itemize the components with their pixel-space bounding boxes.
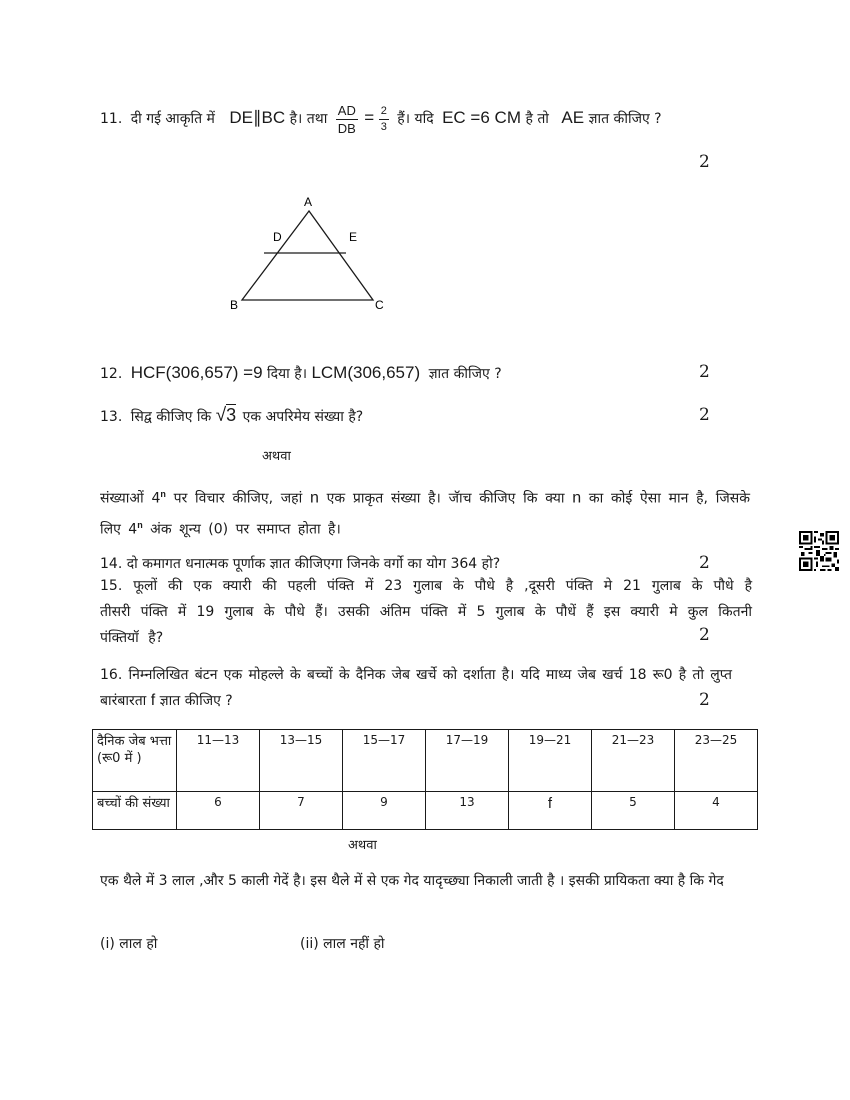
- table-cell-count: 7: [260, 792, 343, 830]
- table-cell-interval: 17—19: [426, 730, 509, 792]
- table-cell-interval: 21—23: [592, 730, 675, 792]
- q11-fraction-ad-db: [336, 104, 358, 135]
- q13-alternative-text: [100, 481, 750, 542]
- q12-text-1: दिया है।: [267, 366, 307, 382]
- q13-or: अथवा: [262, 449, 291, 464]
- q11-number: 11.: [100, 111, 123, 127]
- q13-alt-line1-c: एक प्राकृत संख्या है। जॅाच कीजिए कि क्या: [326, 490, 565, 507]
- q11-text-3: हैं। यदि: [397, 111, 434, 127]
- q11-fraction-3: 3: [380, 120, 387, 133]
- table-row: [93, 792, 758, 830]
- q11-fraction-db: DB: [337, 120, 356, 136]
- table-cell-count: 9: [343, 792, 426, 830]
- q11-marks: 2: [699, 152, 710, 172]
- q11-line: [100, 103, 662, 135]
- table-row: [93, 730, 758, 792]
- label-b: B: [230, 298, 239, 312]
- q12-number: 12.: [100, 366, 123, 382]
- table-header-children-count: बच्चों की संख्या: [93, 792, 177, 830]
- q11-equals: =: [364, 108, 375, 127]
- label-c: C: [375, 298, 384, 312]
- q11-ae: AE: [561, 108, 585, 127]
- q13-number: 13.: [100, 409, 123, 425]
- frequency-table: [92, 729, 758, 830]
- q11-de-parallel-bc: DE∥BC: [229, 108, 286, 127]
- table-cell-count: 4: [675, 792, 758, 830]
- triangle-figure: [220, 190, 400, 320]
- q11-text-5: ज्ञात कीजिए ?: [588, 111, 662, 127]
- q16-f: f: [150, 692, 156, 709]
- q11-fraction-two-thirds: [379, 106, 389, 133]
- q13-sqrt-symbol: √: [215, 405, 227, 426]
- q16-option-1: (i) लाल हो: [100, 936, 158, 952]
- q16-text-main: 16. निम्नलिखित बंटन एक मोहल्ले के बच्चों के दैनिक जेब खर्चे को दर्शाता है। यदि माध्य जेब खर्च 18 रू0 है तो लुप्त बारंबारता: [100, 667, 732, 709]
- q15-text: 15. फूलों की एक क्यारी की पहली पंक्ति में 23 गुलाब के पौधे है ,दूसरी पंक्ति मे 21 गुलाब के पौधे है तीसरी पंक्ति में 19 गुलाब के पौधे हैं। उसकी अंतिम पंक्ति में 5 गुलाब के पौधें हैं इस क्यारी मे कुल कितनी पंक्तियॉ है?: [100, 578, 752, 646]
- q14-marks: 2: [699, 553, 710, 573]
- q13-sqrt-value: 3: [226, 405, 237, 425]
- table-cell-interval: 13—15: [260, 730, 343, 792]
- q12-marks: 2: [699, 362, 710, 382]
- qr-code: [799, 531, 839, 571]
- table-cell-count: 6: [177, 792, 260, 830]
- q12-lcm: LCM(306,657): [311, 363, 421, 382]
- q11-text-1: दी गई आकृति में: [130, 111, 215, 127]
- table-header-pocket-money: दैनिक जेब भत्ता (रू0 में ): [93, 730, 177, 792]
- q13-alt-n-2: n: [572, 489, 582, 507]
- q11-text-2: है। तथा: [289, 111, 328, 127]
- q11-fraction-2: 2: [379, 106, 389, 120]
- q13-text-2: एक अपरिमेय संख्या है?: [242, 409, 364, 425]
- q13-alt-sup-1: n: [160, 489, 166, 499]
- q13-alt-line2-b: अंक शून्य (0) पर समाप्त होता है।: [150, 521, 341, 538]
- q16-alternative-text: एक थैले में 3 लाल ,और 5 काली गेदें है। इस थैले में से एक गेद यादृच्छ्या निकाली जाती है । इसकी प्रायिकता क्या है कि गेद: [100, 873, 724, 889]
- table-cell-count: 5: [592, 792, 675, 830]
- q11-text-4: है तो: [525, 111, 549, 127]
- table-cell-interval: 15—17: [343, 730, 426, 792]
- table-cell-count: 13: [426, 792, 509, 830]
- table-cell-interval: 19—21: [509, 730, 592, 792]
- q16-marks: 2: [699, 690, 710, 710]
- q13-marks: 2: [699, 405, 710, 425]
- q12-line: [100, 362, 502, 385]
- q16-text: [100, 662, 732, 714]
- q12-hcf: HCF(306,657) =9: [130, 363, 263, 382]
- q15-marks: 2: [699, 625, 710, 645]
- table-cell-interval: 11—13: [177, 730, 260, 792]
- q13-text-1: सिद्व कीजिए कि: [130, 409, 212, 425]
- q13-line: [100, 404, 363, 428]
- q13-alt-sup-2: n: [137, 519, 143, 530]
- q13-alt-line1-b: पर विचार कीजिए, जहां: [173, 490, 303, 507]
- q16-option-2: (ii) लाल नहीं हो: [300, 936, 385, 952]
- q16-or: अथवा: [348, 838, 377, 853]
- q12-text-2: ज्ञात कीजिए ?: [428, 366, 502, 382]
- q11-ec-value: EC =6 CM: [442, 108, 521, 127]
- label-a: A: [304, 195, 313, 209]
- triangle-abc: [242, 211, 373, 300]
- label-e: E: [349, 230, 358, 244]
- label-d: D: [273, 230, 282, 244]
- table-cell-count-missing-f: f: [509, 792, 592, 830]
- q13-alt-line1-d: का कोई ऐसा मान: [588, 490, 689, 507]
- q14-text: 14. दो कमागत धनात्मक पूर्णाक ज्ञात कीजिएगा जिनके वर्गो का योग 364 हो?: [100, 556, 501, 572]
- q13-alt-n-1: n: [309, 489, 319, 507]
- q11-fraction-ad: AD: [337, 102, 356, 118]
- q13-alt-line1-a: संख्याओं 4: [100, 490, 161, 507]
- q16-text-end: ज्ञात कीजिए ?: [159, 693, 233, 709]
- table-cell-interval: 23—25: [675, 730, 758, 792]
- q13-alt-line2-a: है, जिसके लिए 4: [100, 490, 750, 538]
